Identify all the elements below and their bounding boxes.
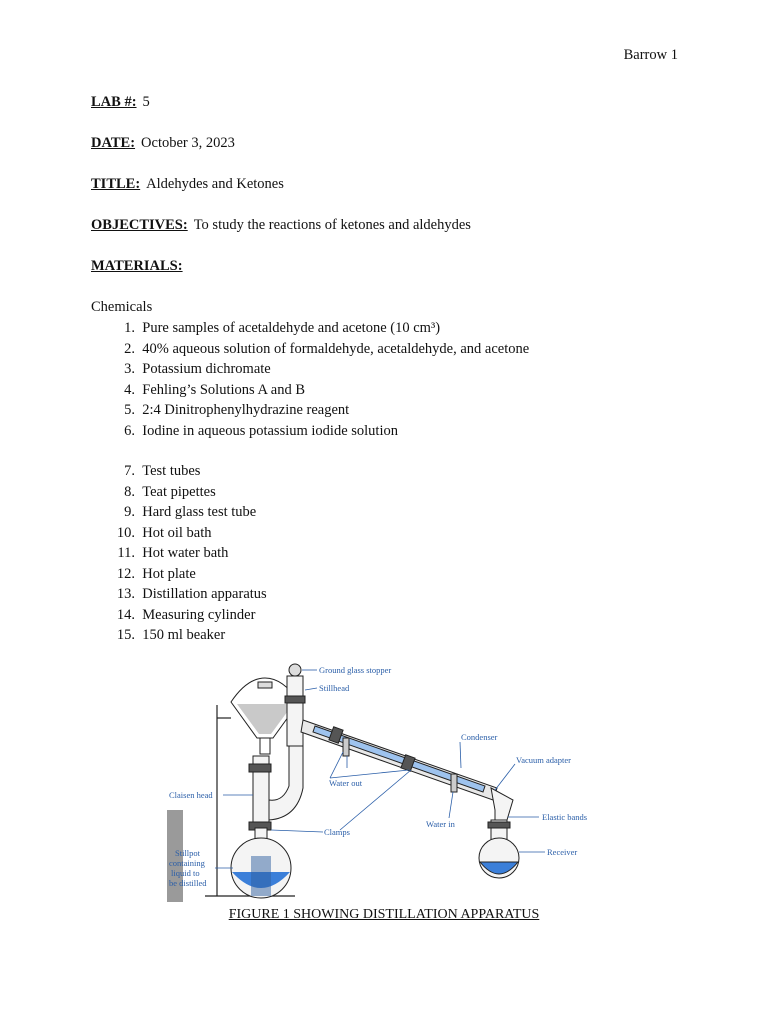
item-number: 6. [124, 422, 135, 439]
list-item [91, 605, 267, 626]
list-item [91, 543, 267, 564]
distillation-apparatus-figure [165, 660, 595, 905]
item-number: 13. [116, 586, 135, 602]
label-clamps: Clamps [324, 827, 350, 837]
item-text: Measuring cylinder [142, 606, 256, 623]
label-stillpot-3: liquid to [171, 868, 200, 878]
item-text: Distillation apparatus [142, 586, 267, 602]
objectives-field [91, 217, 471, 234]
receiver-flask [479, 788, 519, 878]
item-text: Hard glass test tube [142, 504, 257, 520]
item-text: Pure samples of acetaldehyde and acetone (10 cm³) [142, 320, 441, 336]
item-number: 7. [124, 463, 135, 479]
label-claisen-head: Claisen head [169, 790, 213, 800]
list-item [91, 461, 267, 482]
item-text: Hot oil bath [142, 524, 212, 541]
title-value: Aldehydes and Ketones [146, 176, 284, 192]
label-stillpot-1: Stillpot [175, 848, 201, 858]
item-number: 10. [116, 524, 135, 541]
item-number: 9. [124, 504, 135, 520]
label-vacuum-adapter: Vacuum adapter [516, 755, 571, 765]
item-text: 2:4 Dinitrophenylhydrazine reagent [142, 402, 350, 418]
item-text: Hot water bath [142, 545, 229, 561]
list-item [91, 421, 529, 442]
list-item [91, 584, 267, 605]
list-item [91, 502, 267, 523]
objectives-value: To study the reactions of ketones and aldehydes [193, 217, 471, 233]
label-stillpot-4: be distilled [169, 878, 207, 888]
label-water-in: Water in [426, 819, 455, 829]
item-text: Hot plate [142, 565, 196, 582]
item-number: 4. [124, 381, 135, 398]
lab-field [91, 94, 150, 111]
apparatus-list [91, 461, 267, 646]
list-item [91, 318, 529, 339]
date-label: DATE: [91, 135, 136, 151]
item-text: Fehling’s Solutions A and B [142, 381, 305, 398]
list-item [91, 523, 267, 544]
label-condenser: Condenser [461, 732, 498, 742]
item-number: 15. [116, 627, 135, 643]
item-number: 8. [124, 483, 135, 500]
label-elastic-bands: Elastic bands [542, 812, 588, 822]
item-text: Teat pipettes [142, 483, 216, 500]
item-number: 5. [124, 402, 135, 418]
list-item [91, 380, 529, 401]
item-text: 40% aqueous solution of formaldehyde, acetaldehyde, and acetone [142, 340, 530, 357]
materials-label: MATERIALS: [91, 258, 183, 274]
lab-value: 5 [142, 94, 150, 110]
label-stillpot-2: containing [169, 858, 205, 868]
title-field [91, 176, 284, 193]
list-item [91, 359, 529, 380]
stillpot-flask [231, 828, 291, 898]
item-number: 11. [117, 545, 135, 561]
stillhead [285, 664, 305, 746]
item-text: Potassium dichromate [142, 361, 271, 377]
list-item [91, 400, 529, 421]
list-item [91, 482, 267, 503]
item-text: Test tubes [142, 463, 201, 479]
item-text: 150 ml beaker [142, 627, 226, 643]
objectives-label: OBJECTIVES: [91, 217, 188, 233]
item-number: 14. [116, 606, 135, 623]
chemicals-heading: Chemicals [91, 299, 153, 315]
item-text: Iodine in aqueous potassium iodide solution [142, 422, 398, 439]
label-stillhead: Stillhead [319, 683, 350, 693]
date-value: October 3, 2023 [141, 135, 235, 151]
label-water-out: Water out [329, 778, 363, 788]
label-ground-glass-stopper: Ground glass stopper [319, 665, 392, 675]
list-item [91, 625, 267, 646]
item-number: 12. [116, 565, 135, 582]
date-field [91, 135, 235, 152]
lab-label: LAB #: [91, 94, 137, 110]
figure-caption: FIGURE 1 SHOWING DISTILLATION APPARATUS [228, 907, 540, 922]
list-item [91, 339, 529, 360]
label-receiver: Receiver [547, 847, 578, 857]
title-label: TITLE: [91, 176, 141, 192]
list-item [91, 564, 267, 585]
chemicals-list [91, 318, 529, 441]
item-number: 3. [124, 361, 135, 377]
item-number: 2. [124, 340, 135, 357]
page-number: Barrow 1 [623, 47, 678, 63]
item-number: 1. [124, 320, 135, 336]
materials-heading [91, 258, 189, 275]
